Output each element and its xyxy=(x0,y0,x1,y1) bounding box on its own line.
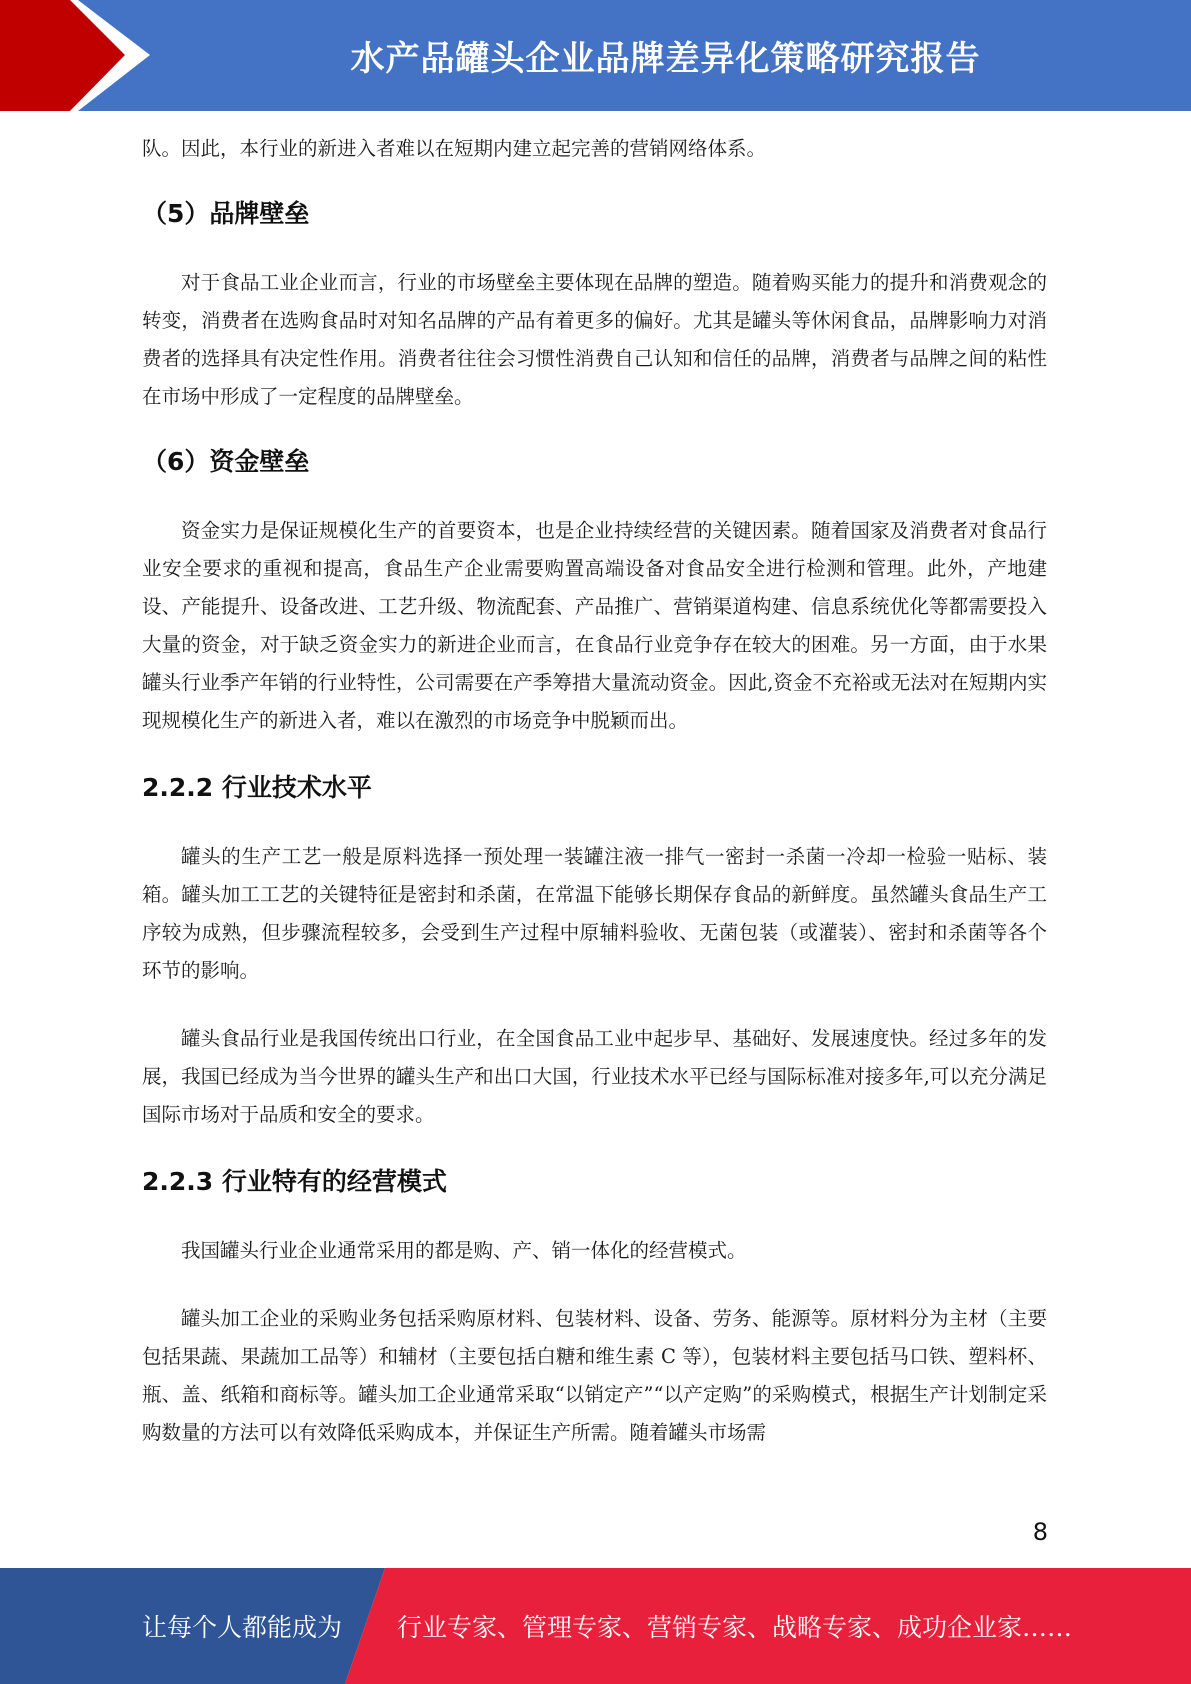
page-footer xyxy=(0,1568,1191,1684)
paragraph-capital-barrier: 资金实力是保证规模化生产的首要资本，也是企业持续经营的关键因素。随着国家及消费者对食品行业安全要求的重视和提高，食品生产企业需要购置高端设备对食品安全进行检测和管理。此外，产地建设、产能提升、设备改进、工艺升级、物流配套、产品推广、营销渠道构建、信息系统优化等都需要投入大量的资金，对于缺乏资金实力的新进企业而言，在食品行业竞争存在较大的困难。另一方面，由于水果罐头行业季产年销的行业特性，公司需要在产季筹措大量流动资金。因此,资金不充裕或无法对在短期内实现规模化生产的新进入者，难以在激烈的市场竞争中脱颖而出。 xyxy=(142,519,1047,732)
heading-capital-barrier: （6）资金壁垒 xyxy=(142,447,310,476)
paragraph-business-model: 我国罐头行业企业通常采用的都是购、产、销一体化的经营模式。 xyxy=(181,1239,747,1262)
report-title: 水产品罐头企业品牌差异化策略研究报告 xyxy=(350,39,981,79)
paragraph-procurement: 罐头加工企业的采购业务包括采购原材料、包装材料、设备、劳务、能源等。原材料分为主材（主要包括果蔬、果蔬加工品等）和辅材（主要包括白糖和维生素 C 等），包装材料主要包括马口铁、塑料杯、瓶、盖、纸箱和商标等。罐头加工企业通常采取“以销定产”“以产定购”的采购模式，根据生产计划制定采购数量的方法可以有效降低采购成本，并保证生产所需。随着罐头市场需 xyxy=(142,1307,1047,1444)
page-header xyxy=(0,0,1191,111)
footer-slogan-right: 行业专家、管理专家、营销专家、战略专家、成功企业家…… xyxy=(397,1613,1073,1642)
heading-tech-level: 2.2.2 行业技术水平 xyxy=(142,773,372,802)
paragraph-tech-export: 罐头食品行业是我国传统出口行业，在全国食品工业中起步早、基础好、发展速度快。经过多年的发展，我国已经成为当今世界的罐头生产和出口大国，行业技术水平已经与国际标准对接多年,可以充分满足国际市场对于品质和安全的要求。 xyxy=(142,1027,1047,1126)
paragraph-continuation: 队。因此，本行业的新进入者难以在短期内建立起完善的营销网络体系。 xyxy=(142,137,767,160)
page-number: 8 xyxy=(1032,1518,1048,1546)
heading-brand-barrier: （5）品牌壁垒 xyxy=(142,199,310,228)
header-arrow-decoration xyxy=(0,0,160,111)
paragraph-brand-barrier: 对于食品工业企业而言，行业的市场壁垒主要体现在品牌的塑造。随着购买能力的提升和消费观念的转变，消费者在选购食品时对知名品牌的产品有着更多的偏好。尤其是罐头等休闲食品，品牌影响力对消费者的选择具有决定性作用。消费者往往会习惯性消费自己认知和信任的品牌，消费者与品牌之间的粘性在市场中形成了一定程度的品牌壁垒。 xyxy=(142,271,1047,408)
paragraph-tech-process: 罐头的生产工艺一般是原料选择一预处理一装罐注液一排气一密封一杀菌一冷却一检验一贴标、装箱。罐头加工工艺的关键特征是密封和杀菌，在常温下能够长期保存食品的新鲜度。虽然罐头食品生产工序较为成熟，但步骤流程较多，会受到生产过程中原辅料验收、无菌包装（或灌装）、密封和杀菌等各个环节的影响。 xyxy=(142,845,1047,982)
footer-slogan-left: 让每个人都能成为 xyxy=(142,1613,343,1642)
heading-business-model: 2.2.3 行业特有的经营模式 xyxy=(142,1167,447,1196)
document-body xyxy=(142,130,1047,1452)
